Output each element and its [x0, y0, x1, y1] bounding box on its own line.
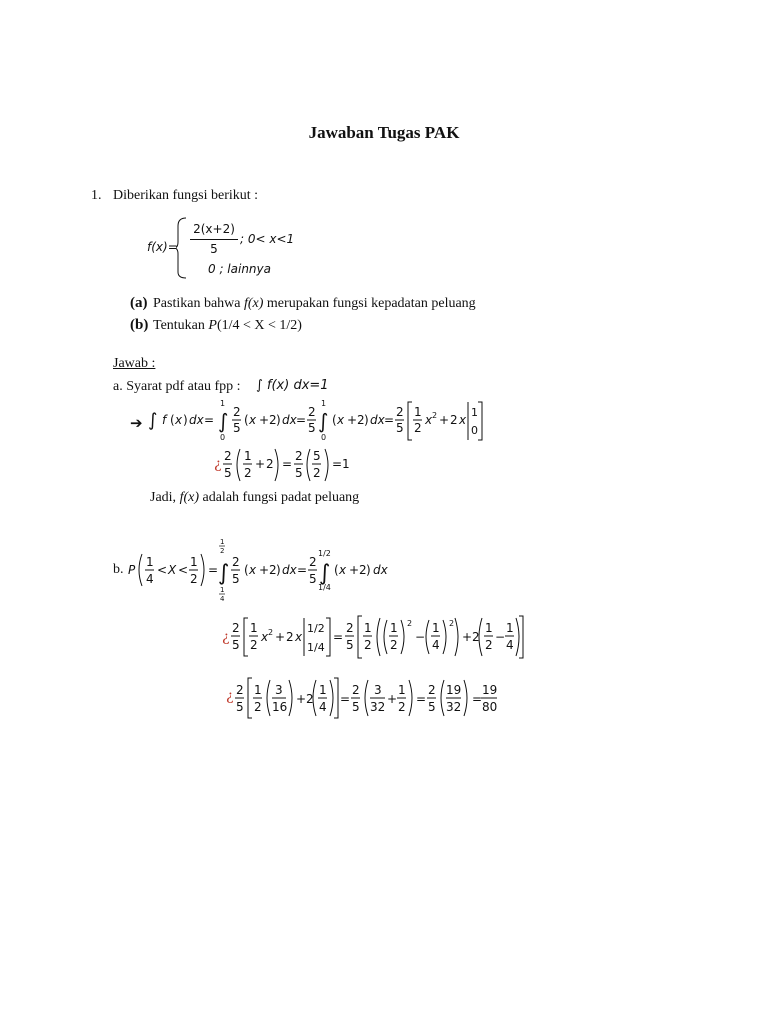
answer-a-condition: ∫ f(x) dx=1	[256, 378, 329, 393]
svg-text:(: (	[332, 413, 337, 427]
svg-text:2: 2	[190, 572, 198, 586]
svg-text:0: 0	[321, 433, 327, 442]
svg-text:=1: =1	[332, 457, 350, 471]
svg-text:1: 1	[254, 683, 262, 697]
svg-text:+: +	[349, 563, 360, 577]
svg-text:1: 1	[414, 405, 422, 419]
svg-text:3: 3	[275, 683, 283, 697]
svg-text:2: 2	[250, 638, 258, 652]
svg-text:=: =	[472, 692, 483, 706]
svg-text:1: 1	[485, 621, 493, 635]
svg-text:1: 1	[471, 406, 478, 419]
svg-text:x: x	[459, 413, 467, 427]
svg-text:2: 2	[269, 413, 277, 427]
svg-text:5: 5	[232, 572, 240, 586]
svg-text:2: 2	[295, 449, 303, 463]
piecewise-lhs: f(x)=	[147, 240, 178, 254]
svg-text:2: 2	[396, 405, 404, 419]
svg-text:80: 80	[482, 700, 498, 714]
svg-text:+2: +2	[462, 630, 480, 644]
answer-heading: Jawab :	[113, 356, 156, 371]
svg-text:1: 1	[432, 621, 440, 635]
svg-text:32: 32	[370, 700, 386, 714]
svg-text:x: x	[425, 413, 433, 427]
svg-text:5: 5	[309, 572, 317, 586]
svg-text:1: 1	[244, 449, 252, 463]
conclusion-a: Jadi, f(x) adalah fungsi padat peluang	[150, 490, 360, 505]
svg-text:=: =	[340, 692, 351, 706]
svg-text:1: 1	[319, 683, 327, 697]
svg-text:5: 5	[428, 700, 436, 714]
svg-text:∫: ∫	[318, 409, 329, 433]
svg-text:+: +	[275, 630, 286, 644]
svg-text:2: 2	[220, 547, 225, 555]
svg-text:x: x	[261, 630, 269, 644]
svg-text:2: 2	[449, 619, 455, 628]
svg-text:P: P	[128, 563, 136, 577]
svg-text:x: x	[295, 630, 303, 644]
svg-text:19: 19	[482, 683, 498, 697]
svg-text:2: 2	[236, 683, 244, 697]
svg-text:2: 2	[407, 619, 413, 628]
svg-text:1/4: 1/4	[318, 583, 331, 592]
svg-text:2: 2	[309, 555, 317, 569]
svg-text:=: =	[204, 413, 215, 427]
svg-text:4: 4	[319, 700, 327, 714]
svg-text:+2: +2	[296, 692, 314, 706]
svg-text:1: 1	[506, 621, 514, 635]
svg-text:5: 5	[346, 638, 354, 652]
answer-a-intro: a. Syarat pdf atau fpp :	[113, 379, 241, 394]
svg-text:=: =	[282, 457, 293, 471]
svg-text:=: =	[384, 413, 395, 427]
svg-text:5: 5	[236, 700, 244, 714]
svg-text:2: 2	[398, 700, 406, 714]
svg-text:1: 1	[321, 399, 327, 408]
svg-text:2: 2	[269, 563, 277, 577]
svg-text:2: 2	[232, 555, 240, 569]
part-a-label: (a)	[130, 295, 148, 311]
svg-text:+: +	[259, 563, 270, 577]
svg-text:2: 2	[232, 621, 240, 635]
equation-b-line3	[234, 674, 504, 724]
svg-text:1: 1	[390, 621, 398, 635]
svg-text:−: −	[415, 630, 426, 644]
svg-text:2: 2	[485, 638, 493, 652]
svg-text:∫: ∫	[319, 561, 331, 586]
svg-text:): )	[364, 413, 369, 427]
svg-text:x: x	[337, 413, 345, 427]
svg-text:32: 32	[446, 700, 462, 714]
case1-numerator: 2(x+2)	[193, 222, 235, 236]
svg-text:5: 5	[396, 421, 404, 435]
unknown-glyph-2: ¿	[222, 629, 230, 645]
svg-text:∫: ∫	[148, 410, 158, 431]
svg-text:2: 2	[432, 411, 438, 420]
svg-text:2: 2	[308, 405, 316, 419]
svg-text:2: 2	[357, 413, 365, 427]
svg-text:5: 5	[295, 466, 303, 480]
svg-text:1/4: 1/4	[307, 641, 325, 654]
svg-text:2: 2	[244, 466, 252, 480]
svg-text:2: 2	[346, 621, 354, 635]
svg-text:2: 2	[313, 466, 321, 480]
svg-text:dx: dx	[373, 563, 388, 577]
svg-text:): )	[276, 563, 281, 577]
case2: 0 ; lainnya	[208, 262, 271, 276]
svg-text:4: 4	[506, 638, 514, 652]
svg-text:4: 4	[146, 572, 154, 586]
svg-text:x: x	[249, 413, 257, 427]
svg-text:+: +	[387, 692, 398, 706]
svg-text:f: f	[162, 413, 167, 427]
svg-text:dx: dx	[282, 563, 297, 577]
svg-text:19: 19	[446, 683, 462, 697]
svg-text:4: 4	[432, 638, 440, 652]
svg-text:2: 2	[233, 405, 241, 419]
case1-fraction-bar	[190, 239, 238, 240]
svg-text:x: x	[175, 413, 183, 427]
case1-denominator: 5	[210, 242, 218, 256]
svg-text:5: 5	[233, 421, 241, 435]
svg-text:5: 5	[352, 700, 360, 714]
svg-text:2: 2	[352, 683, 360, 697]
part-b-text: Tentukan P(1/4 < X < 1/2)	[153, 318, 302, 333]
arrow-icon: ➔	[130, 416, 143, 432]
svg-text:(: (	[244, 413, 249, 427]
svg-text:∫: ∫	[218, 409, 229, 433]
unknown-glyph-3: ¿	[226, 688, 234, 704]
part-b-label: (b)	[130, 317, 149, 333]
svg-text:x: x	[249, 563, 257, 577]
svg-text:2: 2	[364, 638, 372, 652]
svg-text:<: <	[157, 563, 168, 577]
svg-text:=: =	[297, 563, 308, 577]
svg-text:1: 1	[146, 555, 154, 569]
svg-text:1: 1	[190, 555, 198, 569]
svg-text:=: =	[296, 413, 307, 427]
svg-text:2: 2	[428, 683, 436, 697]
svg-text:∫: ∫	[218, 561, 230, 586]
svg-text:5: 5	[232, 638, 240, 652]
equation-a-line1	[148, 394, 493, 446]
unknown-glyph: ¿	[214, 456, 222, 472]
svg-text:2: 2	[359, 563, 367, 577]
svg-text:+: +	[259, 413, 270, 427]
svg-text:dx: dx	[282, 413, 297, 427]
svg-text:2: 2	[390, 638, 398, 652]
answer-b-prefix: b.	[113, 562, 124, 577]
page-title: Jawaban Tugas PAK	[308, 123, 460, 142]
equation-b-line1	[128, 536, 398, 606]
svg-text:): )	[366, 563, 371, 577]
svg-text:5: 5	[224, 466, 232, 480]
svg-text:=: =	[416, 692, 427, 706]
equation-b-line2	[230, 612, 525, 664]
svg-text:1/2: 1/2	[307, 622, 325, 635]
svg-text:2: 2	[268, 628, 274, 637]
svg-text:0: 0	[471, 424, 478, 437]
svg-text:1: 1	[398, 683, 406, 697]
svg-text:1: 1	[220, 538, 225, 546]
svg-text:16: 16	[272, 700, 288, 714]
question-number: 1.	[91, 188, 102, 203]
svg-text:2: 2	[266, 457, 274, 471]
svg-text:+: +	[255, 457, 266, 471]
equation-a-line2	[222, 446, 352, 486]
svg-text:0: 0	[220, 433, 226, 442]
svg-text:): )	[276, 413, 281, 427]
svg-text:=: =	[333, 630, 344, 644]
svg-text:3: 3	[374, 683, 382, 697]
svg-text:(: (	[334, 563, 339, 577]
svg-text:1/2: 1/2	[318, 549, 331, 558]
svg-text:−: −	[495, 630, 506, 644]
svg-text:2: 2	[286, 630, 294, 644]
svg-text:): )	[183, 413, 188, 427]
svg-text:2: 2	[224, 449, 232, 463]
svg-text:dx: dx	[370, 413, 385, 427]
case1-condition: ; 0< x<1	[240, 232, 295, 246]
svg-text:(: (	[170, 413, 175, 427]
part-a-text: Pastikan bahwa f(x) merupakan fungsi kepadatan peluang	[153, 296, 476, 311]
svg-text:(: (	[244, 563, 249, 577]
svg-text:5: 5	[308, 421, 316, 435]
svg-text:<: <	[178, 563, 189, 577]
svg-text:1: 1	[364, 621, 372, 635]
svg-text:dx: dx	[189, 413, 204, 427]
svg-text:1: 1	[250, 621, 258, 635]
svg-text:x: x	[339, 563, 347, 577]
question-intro: Diberikan fungsi berikut :	[113, 188, 259, 203]
svg-text:X: X	[168, 563, 177, 577]
svg-text:2: 2	[254, 700, 262, 714]
svg-text:2: 2	[414, 421, 422, 435]
svg-text:4: 4	[220, 595, 225, 603]
svg-text:+: +	[347, 413, 358, 427]
svg-text:=: =	[208, 563, 219, 577]
svg-text:1: 1	[220, 586, 225, 594]
svg-text:+: +	[439, 413, 450, 427]
svg-text:1: 1	[220, 399, 226, 408]
svg-text:2: 2	[450, 413, 458, 427]
svg-text:5: 5	[313, 449, 321, 463]
